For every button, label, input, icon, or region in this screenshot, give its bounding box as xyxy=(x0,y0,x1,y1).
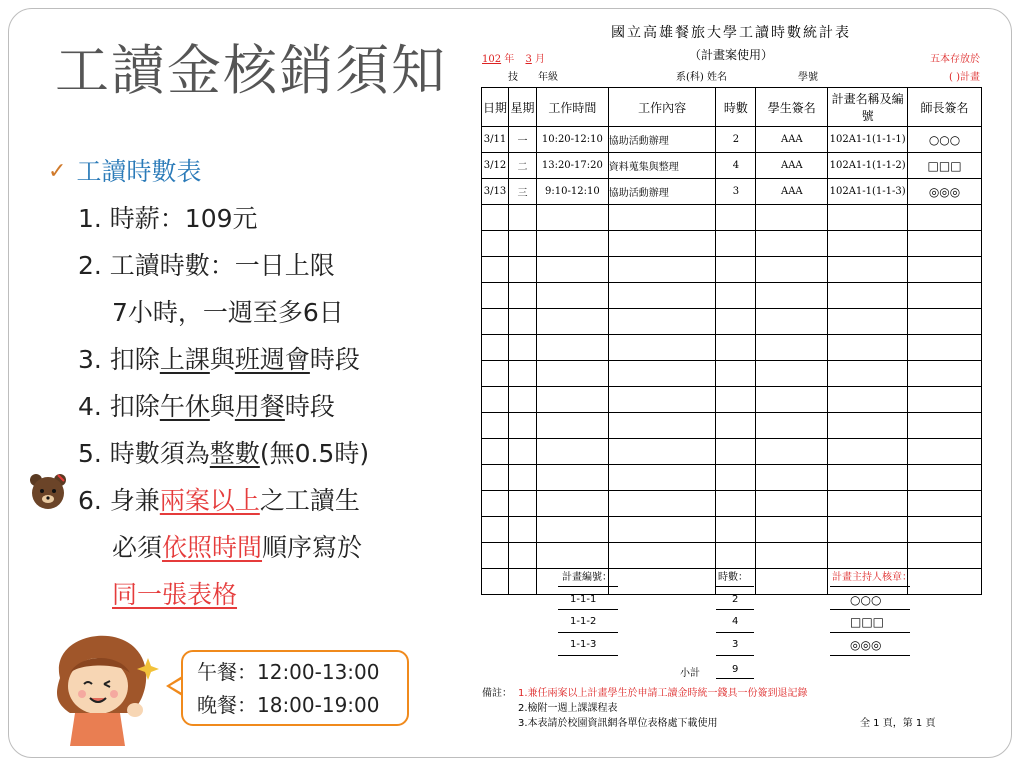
table-cell xyxy=(756,465,828,491)
table-cell xyxy=(908,517,982,543)
text-underlined: 午休 xyxy=(159,392,210,421)
form-grade: 年級 xyxy=(538,72,558,83)
list-item-hours-limit-cont: 7小時，一週至多6日 xyxy=(112,298,344,327)
checkmark-icon: ✓ xyxy=(48,159,67,184)
rule xyxy=(558,655,618,656)
dinner-time: 晚餐：18:00-19:00 xyxy=(197,693,380,717)
table-cell xyxy=(908,413,982,439)
bullet-heading xyxy=(48,148,369,195)
bullet-list xyxy=(48,148,369,618)
table-cell xyxy=(536,283,608,309)
text: (無0.5時) xyxy=(259,439,370,468)
table-cell xyxy=(756,335,828,361)
bear-icon xyxy=(28,471,68,511)
table-cell xyxy=(828,205,908,231)
table-cell xyxy=(908,543,982,569)
table-cell xyxy=(482,387,509,413)
col-header: 學生簽名 xyxy=(756,88,828,127)
meal-time-callout xyxy=(181,650,409,726)
col-header: 工作內容 xyxy=(608,88,716,127)
table-row xyxy=(482,231,982,257)
list-item-exclude-class xyxy=(48,336,369,383)
table-cell xyxy=(908,205,982,231)
table-cell xyxy=(508,257,536,283)
girl-mascot-icon xyxy=(40,618,160,748)
list-item-wage: 1. 時薪：109元 xyxy=(78,204,258,233)
rule xyxy=(830,609,910,610)
table-cell xyxy=(508,517,536,543)
text-underlined: 用餐 xyxy=(234,392,285,421)
table-cell xyxy=(716,309,756,335)
table-cell xyxy=(908,569,982,595)
table-cell: AAA xyxy=(756,179,828,205)
col-header: 日期 xyxy=(482,88,509,127)
table-cell xyxy=(756,205,828,231)
table-cell xyxy=(508,335,536,361)
form-right-note2: ( )計畫 xyxy=(949,72,980,83)
table-cell xyxy=(828,309,908,335)
table-cell xyxy=(482,309,509,335)
summary-code-label: 計畫編號： xyxy=(562,572,612,583)
table-cell xyxy=(482,257,509,283)
table-cell xyxy=(716,283,756,309)
rule xyxy=(716,586,754,587)
table-row xyxy=(482,543,982,569)
table-cell xyxy=(536,543,608,569)
table-cell xyxy=(716,387,756,413)
table-cell xyxy=(508,491,536,517)
table-row xyxy=(482,465,982,491)
table-cell: 二 xyxy=(508,153,536,179)
table-cell xyxy=(908,439,982,465)
summary-host-label: 計畫主持人核章： xyxy=(832,572,912,583)
table-cell xyxy=(608,361,716,387)
table-cell xyxy=(608,465,716,491)
table-cell xyxy=(482,543,509,569)
table-cell xyxy=(908,491,982,517)
table-row xyxy=(482,127,982,153)
table-row xyxy=(482,413,982,439)
text: 之工讀生 xyxy=(259,486,360,515)
table-header-row xyxy=(482,88,982,127)
text: 必須 xyxy=(112,533,163,562)
table-row xyxy=(482,335,982,361)
table-cell xyxy=(828,543,908,569)
table-cell xyxy=(908,257,982,283)
table-cell xyxy=(608,231,716,257)
table-cell xyxy=(908,465,982,491)
table-cell xyxy=(828,361,908,387)
table-cell: ◎◎◎ xyxy=(908,179,982,205)
table-cell xyxy=(608,439,716,465)
table-cell xyxy=(716,361,756,387)
table-cell: ○○○ xyxy=(908,127,982,153)
table-cell: 102A1-1(1-1-3) xyxy=(828,179,908,205)
notes-label: 備註： xyxy=(482,688,512,699)
table-cell xyxy=(536,231,608,257)
form-year: 102 xyxy=(482,54,502,65)
table-cell xyxy=(536,309,608,335)
table-cell: 3/11 xyxy=(482,127,509,153)
text-underlined: 上課 xyxy=(159,345,210,374)
summary-stamp: ○○○ xyxy=(850,593,882,607)
summary-hours-label: 時數： xyxy=(718,572,748,583)
note-2: 2.檢附一週上課課程表 xyxy=(518,703,618,714)
table-cell xyxy=(908,231,982,257)
lunch-time: 午餐：12:00-13:00 xyxy=(197,660,380,684)
text: 與 xyxy=(209,392,235,421)
table-cell xyxy=(828,335,908,361)
rule xyxy=(558,632,618,633)
table-row xyxy=(482,283,982,309)
table-cell xyxy=(508,361,536,387)
table-cell xyxy=(716,335,756,361)
table-cell xyxy=(828,465,908,491)
summary-hours: 4 xyxy=(732,616,739,627)
form-month-unit: 月 xyxy=(535,54,546,65)
table-cell xyxy=(716,491,756,517)
table-cell xyxy=(828,257,908,283)
list-item-integer-hours xyxy=(48,430,369,477)
table-cell xyxy=(482,439,509,465)
rule xyxy=(830,586,910,587)
table-cell xyxy=(508,465,536,491)
table-cell: 10:20-12:10 xyxy=(536,127,608,153)
form-title: 國立高雄餐旅大學工讀時數統計表 xyxy=(611,25,851,41)
table-row xyxy=(482,205,982,231)
page-indicator: 全 1 頁，第 1 頁 xyxy=(860,718,936,729)
table-row xyxy=(482,257,982,283)
table-cell xyxy=(508,231,536,257)
table-cell xyxy=(482,283,509,309)
table-cell xyxy=(536,361,608,387)
table-cell xyxy=(536,491,608,517)
list-item-hours-limit: 2. 工讀時數：一日上限 xyxy=(78,251,335,280)
table-cell: 協助活動辦理 xyxy=(608,179,716,205)
table-cell xyxy=(508,309,536,335)
table-cell: 2 xyxy=(716,127,756,153)
table-cell xyxy=(536,257,608,283)
text: 5. 時數須為 xyxy=(78,439,210,468)
table-cell xyxy=(482,205,509,231)
table-cell: 一 xyxy=(508,127,536,153)
summary-code: 1-1-1 xyxy=(570,594,597,605)
table-cell xyxy=(482,231,509,257)
summary-stamp: ◎◎◎ xyxy=(850,638,882,652)
text: 3. 扣除 xyxy=(78,345,160,374)
list-item-multi-project xyxy=(48,477,369,524)
table-cell xyxy=(608,387,716,413)
table-cell xyxy=(908,387,982,413)
table-cell xyxy=(756,517,828,543)
text: 時段 xyxy=(309,345,360,374)
table-cell xyxy=(908,361,982,387)
rule xyxy=(558,586,618,587)
form-dept-a: 技 xyxy=(508,72,518,83)
table-cell xyxy=(716,465,756,491)
table-cell xyxy=(828,491,908,517)
table-cell xyxy=(608,543,716,569)
rule xyxy=(716,655,754,656)
table-cell xyxy=(608,569,716,595)
text-underlined: 班週會 xyxy=(234,345,310,374)
table-cell xyxy=(756,543,828,569)
table-cell xyxy=(536,205,608,231)
table-cell xyxy=(716,231,756,257)
table-row xyxy=(482,361,982,387)
table-cell xyxy=(536,465,608,491)
table-cell xyxy=(756,439,828,465)
rule xyxy=(716,609,754,610)
table-cell: 三 xyxy=(508,179,536,205)
table-cell: 協助活動辦理 xyxy=(608,127,716,153)
note-3: 3.本表請於校園資訊網各單位表格處下載使用 xyxy=(518,718,718,729)
table-cell: 資料蒐集與整理 xyxy=(608,153,716,179)
text-underlined-red: 兩案以上 xyxy=(159,486,260,515)
table-cell xyxy=(482,413,509,439)
text: 與 xyxy=(209,345,235,374)
text: 6. 身兼 xyxy=(78,486,160,515)
table-cell xyxy=(536,439,608,465)
table-cell: □□□ xyxy=(908,153,982,179)
table-cell xyxy=(716,543,756,569)
slide-title: 工讀金核銷須知 xyxy=(55,39,447,102)
table-cell: AAA xyxy=(756,127,828,153)
rule xyxy=(830,655,910,656)
table-cell xyxy=(716,517,756,543)
table-cell xyxy=(508,205,536,231)
table-row xyxy=(482,439,982,465)
form-subtitle: （計畫案使用） xyxy=(688,48,773,62)
table-cell xyxy=(908,283,982,309)
table-cell xyxy=(608,309,716,335)
table-cell xyxy=(608,517,716,543)
table-cell: 102A1-1(1-1-2) xyxy=(828,153,908,179)
table-cell xyxy=(756,361,828,387)
table-cell xyxy=(482,335,509,361)
table-cell xyxy=(756,309,828,335)
summary-hours: 2 xyxy=(732,594,739,605)
timesheet-table xyxy=(481,87,982,595)
table-cell: 9:10-12:10 xyxy=(536,179,608,205)
list-item-multi-project-cont2 xyxy=(48,571,369,618)
text-underlined-red: 依照時間 xyxy=(162,533,263,562)
table-row xyxy=(482,387,982,413)
summary-stamp: □□□ xyxy=(850,615,885,629)
table-row xyxy=(482,491,982,517)
table-row xyxy=(482,179,982,205)
table-cell xyxy=(508,413,536,439)
table-cell xyxy=(482,491,509,517)
table-row xyxy=(482,309,982,335)
text: 順序寫於 xyxy=(262,533,363,562)
table-cell xyxy=(536,387,608,413)
summary-code: 1-1-2 xyxy=(570,616,597,627)
table-cell xyxy=(756,257,828,283)
table-cell xyxy=(716,257,756,283)
table-cell xyxy=(536,517,608,543)
form-student-id: 學號 xyxy=(798,72,818,83)
table-cell xyxy=(508,283,536,309)
table-cell xyxy=(508,387,536,413)
col-header: 星期 xyxy=(508,88,536,127)
table-cell xyxy=(828,517,908,543)
table-cell xyxy=(536,335,608,361)
table-cell xyxy=(608,283,716,309)
summary-code: 1-1-3 xyxy=(570,639,597,650)
form-right-note: 五本存放於 xyxy=(930,54,980,65)
table-cell: 13:20-17:20 xyxy=(536,153,608,179)
table-cell: 3 xyxy=(716,179,756,205)
col-header: 計畫名稱及編號 xyxy=(828,88,908,127)
form-date-line xyxy=(482,50,545,65)
table-cell xyxy=(756,491,828,517)
rule xyxy=(716,632,754,633)
table-cell xyxy=(756,231,828,257)
list-item-multi-project-cont xyxy=(48,524,369,571)
table-cell: 4 xyxy=(716,153,756,179)
table-cell: 102A1-1(1-1-1) xyxy=(828,127,908,153)
col-header: 時數 xyxy=(716,88,756,127)
text: 4. 扣除 xyxy=(78,392,160,421)
form-month: 3 xyxy=(525,54,532,65)
timesheet-form xyxy=(480,18,982,762)
table-cell xyxy=(608,491,716,517)
table-row xyxy=(482,517,982,543)
table-cell xyxy=(482,569,509,595)
table-cell xyxy=(508,439,536,465)
table-cell xyxy=(608,257,716,283)
table-cell xyxy=(482,517,509,543)
table-cell xyxy=(756,413,828,439)
table-cell xyxy=(482,361,509,387)
table-cell xyxy=(828,387,908,413)
table-cell xyxy=(828,283,908,309)
rule xyxy=(558,609,618,610)
col-header: 師長簽名 xyxy=(908,88,982,127)
table-row xyxy=(482,153,982,179)
table-cell xyxy=(756,569,828,595)
table-cell xyxy=(828,413,908,439)
table-cell xyxy=(756,283,828,309)
subtotal-label: 小計 xyxy=(680,668,700,679)
table-cell xyxy=(508,569,536,595)
table-cell xyxy=(716,439,756,465)
table-cell xyxy=(536,413,608,439)
text-underlined: 整數 xyxy=(209,439,260,468)
table-cell xyxy=(608,335,716,361)
table-cell: AAA xyxy=(756,153,828,179)
table-cell xyxy=(508,543,536,569)
table-cell: 3/12 xyxy=(482,153,509,179)
table-cell xyxy=(608,205,716,231)
bullet-heading-text: 工讀時數表 xyxy=(76,157,202,186)
table-cell xyxy=(828,439,908,465)
table-cell xyxy=(608,413,716,439)
table-cell xyxy=(716,413,756,439)
text: 時段 xyxy=(284,392,335,421)
table-cell xyxy=(716,205,756,231)
list-item-exclude-lunch xyxy=(48,383,369,430)
rule xyxy=(830,632,910,633)
text-underlined-red: 同一張表格 xyxy=(112,580,238,609)
note-1: 1.兼任兩案以上計畫學生於申請工讀金時統一錢具一份簽到退記錄 xyxy=(518,688,808,699)
form-dept-name: 系(科) 姓名 xyxy=(676,72,727,83)
rule xyxy=(716,678,754,679)
table-cell xyxy=(908,309,982,335)
subtotal-value: 9 xyxy=(732,664,739,675)
table-cell xyxy=(756,387,828,413)
col-header: 工作時間 xyxy=(536,88,608,127)
table-cell xyxy=(828,231,908,257)
summary-hours: 3 xyxy=(732,639,739,650)
form-year-unit: 年 xyxy=(504,54,515,65)
table-cell: 3/13 xyxy=(482,179,509,205)
table-cell xyxy=(482,465,509,491)
table-cell xyxy=(908,335,982,361)
